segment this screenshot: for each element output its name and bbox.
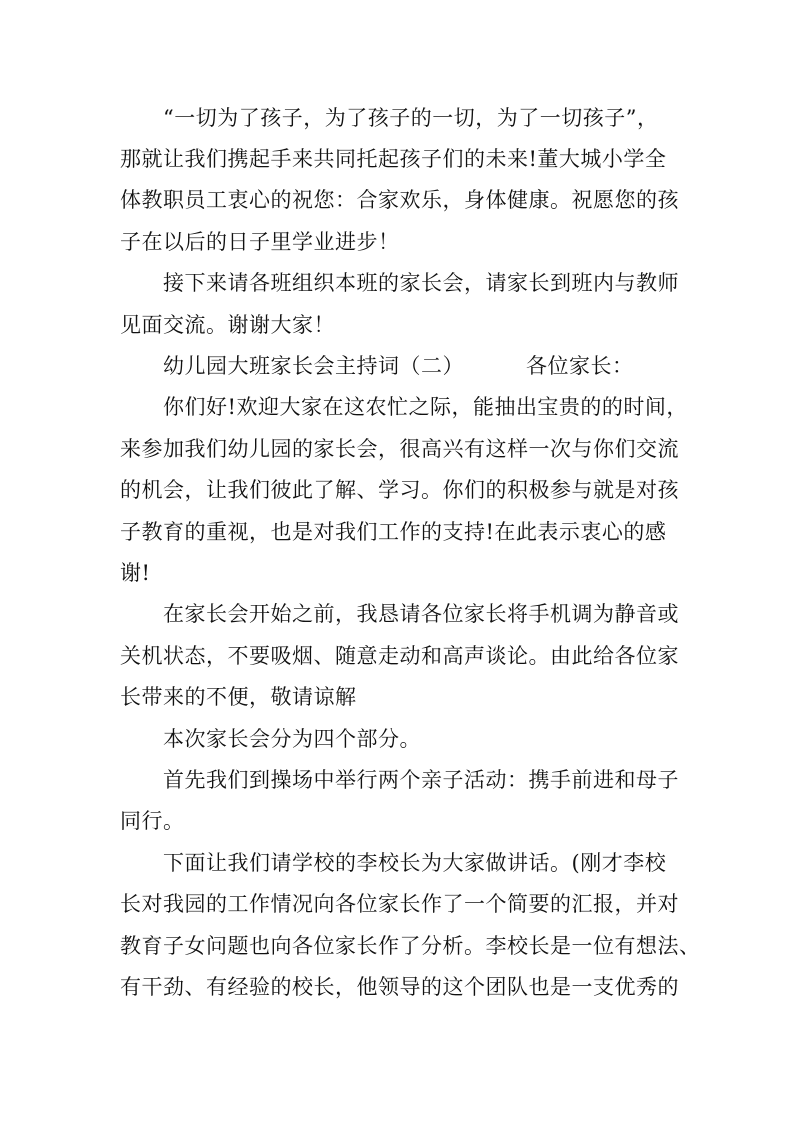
text-line: 来参加我们幼儿园的家长会，很高兴有这样一次与你们交流 [120, 437, 679, 461]
text-line: 在家长会开始之前，我恳请各位家长将手机调为静音或 [163, 602, 679, 626]
text-line: 谢! [120, 561, 151, 585]
text-line: 子在以后的日子里学业进步！ [120, 230, 400, 254]
text-line: 首先我们到操场中举行两个亲子活动：携手前进和母子 [163, 768, 679, 792]
text-line: 你们好!欢迎大家在这农忙之际，能抽出宝贵的的时间， [163, 395, 688, 419]
text-line: 下面让我们请学校的李校长为大家做讲话。(刚才李校 [163, 851, 667, 875]
section-title: 幼儿园大班家长会主持词（二） [163, 354, 464, 378]
text-line: 关机状态，不要吸烟、随意走动和高声谈论。由此给各位家 [120, 644, 679, 668]
text-line: 长带来的不便，敬请谅解 [120, 685, 357, 709]
text-line: 那就让我们携起手来共同托起孩子们的未来!董大城小学全 [120, 147, 667, 171]
text-line: “一切为了孩子，为了孩子的一切，为了一切孩子”， [163, 106, 659, 130]
text-line: 同行。 [120, 809, 185, 833]
text-line: 长对我园的工作情况向各位家长作了一个简要的汇报，并对 [120, 892, 679, 916]
text-line: 的机会，让我们彼此了解、学习。你们的积极参与就是对孩 [120, 478, 679, 502]
text-line: 有干劲、有经验的校长，他领导的这个团队也是一支优秀的 [120, 975, 679, 999]
salutation: 各位家长： [526, 354, 634, 378]
section-heading-line [163, 353, 634, 379]
text-line: 子教育的重视，也是对我们工作的支持!在此表示衷心的感 [120, 520, 667, 544]
text-line: 见面交流。谢谢大家！ [120, 313, 335, 337]
text-line: 本次家长会分为四个部分。 [163, 727, 421, 751]
text-line: 体教职员工衷心的祝您：合家欢乐，身体健康。祝愿您的孩 [120, 188, 679, 212]
text-line: 教育子女问题也向各位家长作了分析。李校长是一位有想法、 [120, 934, 701, 958]
text-line: 接下来请各班组织本班的家长会，请家长到班内与教师 [163, 271, 679, 295]
